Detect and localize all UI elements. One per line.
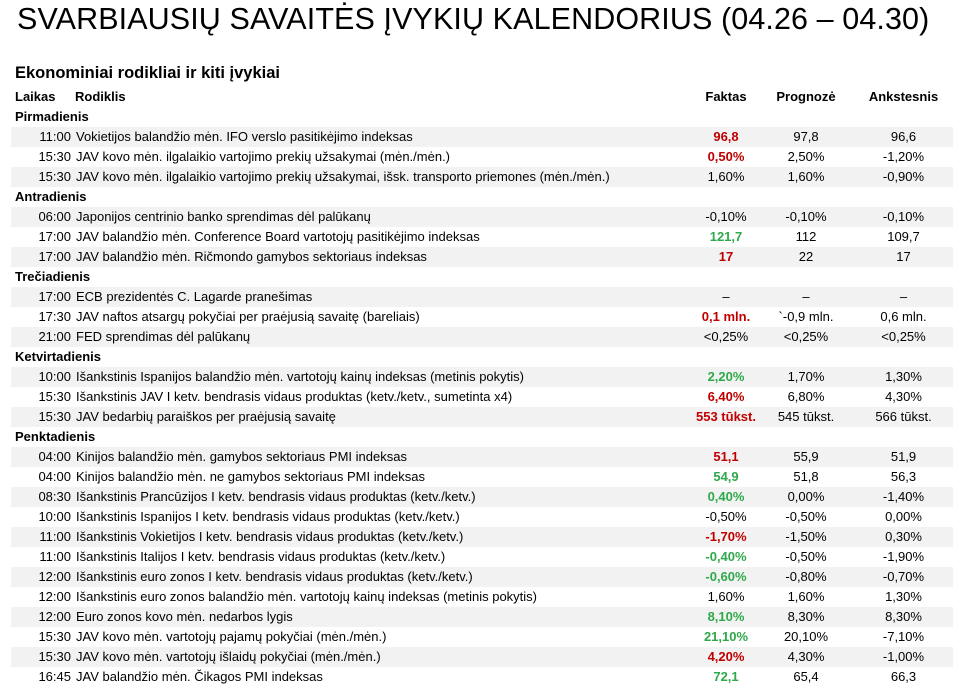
day-row: [11, 187, 953, 207]
event-forecast: 20,10%: [783, 629, 829, 644]
event-time: 15:30: [38, 389, 71, 404]
event-time: 08:30: [38, 489, 71, 504]
event-time: 17:30: [38, 309, 71, 324]
event-actual: -0,60%: [705, 569, 747, 584]
table-row: [11, 587, 953, 607]
event-indicator: Išankstinis JAV I ketv. bendrasis vidaus produktas (ketv./ketv., sumetinta x4): [76, 389, 513, 404]
event-actual: 72,1: [713, 669, 739, 684]
event-actual: <0,25%: [703, 329, 749, 344]
table-row: [11, 567, 953, 587]
event-time: 15:30: [38, 629, 71, 644]
event-actual: 4,20%: [707, 649, 745, 664]
event-indicator: JAV naftos atsargų pokyčiai per praėjusią savaitę (bareliais): [76, 309, 420, 324]
table-row: [11, 527, 953, 547]
event-forecast: 97,8: [793, 129, 819, 144]
event-indicator: Išankstinis Ispanijos balandžio mėn. vartotojų kainų indeksas (metinis pokytis): [76, 369, 524, 384]
event-forecast: -0,10%: [785, 209, 827, 224]
event-previous: 0,6 mln.: [880, 309, 927, 324]
header-time: Laikas: [15, 89, 56, 104]
table-row: [11, 627, 953, 647]
table-row: [11, 167, 953, 187]
event-previous: -7,10%: [882, 629, 925, 644]
table-row: [11, 547, 953, 567]
event-actual: 6,40%: [707, 389, 745, 404]
event-forecast: -1,50%: [785, 529, 827, 544]
day-row: [11, 347, 953, 367]
event-previous: 0,30%: [885, 529, 922, 544]
table-row: [11, 147, 953, 167]
event-forecast: 1,60%: [787, 169, 825, 184]
event-time: 21:00: [38, 329, 71, 344]
event-actual: –: [722, 289, 730, 304]
event-time: 11:00: [39, 549, 71, 564]
event-forecast: 2,50%: [787, 149, 825, 164]
event-indicator: JAV balandžio mėn. Ričmondo gamybos sektoriaus indeksas: [76, 249, 427, 264]
header-indicator: Rodiklis: [75, 89, 126, 104]
event-previous: -1,90%: [882, 549, 925, 564]
event-actual: 0,40%: [707, 489, 745, 504]
event-time: 17:00: [38, 289, 71, 304]
event-time: 12:00: [38, 589, 71, 604]
event-indicator: JAV kovo mėn. vartotojų pajamų pokyčiai (mėn./mėn.): [76, 629, 387, 644]
day-label: Antradienis: [15, 189, 87, 204]
table-row: [11, 607, 953, 627]
event-indicator: JAV balandžio mėn. Conference Board vartotojų pasitikėjimo indeksas: [76, 229, 480, 244]
event-indicator: Japonijos centrinio banko sprendimas dėl palūkanų: [76, 209, 371, 224]
event-actual: 21,10%: [703, 629, 749, 644]
event-actual: 96,8: [713, 129, 739, 144]
event-actual: 0,50%: [707, 149, 745, 164]
event-previous: 4,30%: [885, 389, 922, 404]
event-time: 12:00: [38, 569, 71, 584]
event-indicator: FED sprendimas dėl palūkanų: [76, 329, 251, 344]
event-indicator: Išankstinis Italijos I ketv. bendrasis vidaus produktas (ketv./ketv.): [76, 549, 446, 564]
event-forecast: -0,80%: [785, 569, 827, 584]
event-previous: 96,6: [890, 129, 917, 144]
event-indicator: Išankstinis Prancūzijos I ketv. bendrasis vidaus produktas (ketv./ketv.): [76, 489, 476, 504]
section-subtitle: Ekonominiai rodikliai ir kiti įvykiai: [15, 64, 281, 82]
event-previous: 51,9: [890, 449, 917, 464]
event-actual: 0,1 mln.: [701, 309, 751, 324]
table-row: [11, 367, 953, 387]
event-forecast: 8,30%: [787, 609, 825, 624]
day-row: [11, 107, 953, 127]
event-time: 15:30: [38, 149, 71, 164]
event-actual: 51,1: [713, 449, 739, 464]
table-row: [11, 327, 953, 347]
event-previous: <0,25%: [881, 329, 926, 344]
event-indicator: Kinijos balandžio mėn. ne gamybos sektoriaus PMI indeksas: [76, 469, 426, 484]
event-time: 17:00: [38, 229, 71, 244]
event-indicator: JAV balandžio mėn. Čikagos PMI indeksas: [76, 669, 323, 684]
event-forecast: 22: [798, 249, 814, 264]
table-row: [11, 647, 953, 667]
day-label: Ketvirtadienis: [15, 349, 101, 364]
event-previous: 17: [896, 249, 911, 264]
event-time: 04:00: [38, 469, 71, 484]
event-forecast: 6,80%: [787, 389, 825, 404]
event-indicator: Išankstinis Ispanijos I ketv. bendrasis vidaus produktas (ketv./ketv.): [76, 509, 460, 524]
event-actual: 121,7: [709, 229, 743, 244]
day-row: [11, 427, 953, 447]
event-forecast: 112: [795, 229, 817, 244]
event-indicator: JAV kovo mėn. vartotojų išlaidų pokyčiai (mėn./mėn.): [76, 649, 381, 664]
event-indicator: Išankstinis euro zonos balandžio mėn. vartotojų kainų indeksas (metinis pokytis): [76, 589, 538, 604]
event-previous: -1,20%: [882, 149, 925, 164]
event-previous: 1,30%: [885, 589, 922, 604]
table-row: [11, 207, 953, 227]
event-previous: 8,30%: [885, 609, 922, 624]
table-row: [11, 507, 953, 527]
economic-calendar-table: [11, 87, 953, 687]
event-actual: 54,9: [713, 469, 739, 484]
table-row: [11, 447, 953, 467]
event-time: 11:00: [39, 129, 71, 144]
event-time: 10:00: [38, 509, 71, 524]
page-title: SVARBIAUSIŲ SAVAITĖS ĮVYKIŲ KALENDORIUS (04.26 – 04.30): [17, 2, 930, 36]
event-forecast: <0,25%: [783, 329, 829, 344]
event-actual: 2,20%: [707, 369, 745, 384]
table-header-row: [11, 87, 953, 107]
event-time: 11:00: [39, 529, 71, 544]
event-indicator: Išankstinis euro zonos I ketv. bendrasis vidaus produktas (ketv./ketv.): [76, 569, 473, 584]
event-previous: 56,3: [890, 469, 917, 484]
event-actual: 1,60%: [707, 169, 745, 184]
event-previous: -1,00%: [882, 649, 925, 664]
event-indicator: JAV bedarbių paraiškos per praėjusią savaitę: [76, 409, 336, 424]
table-row: [11, 247, 953, 267]
event-previous: 566 tūkst.: [875, 409, 932, 424]
day-label: Trečiadienis: [15, 269, 91, 284]
event-previous: -0,70%: [882, 569, 925, 584]
table-row: [11, 127, 953, 147]
event-previous: 0,00%: [885, 509, 922, 524]
event-indicator: Išankstinis Vokietijos I ketv. bendrasis vidaus produktas (ketv./ketv.): [76, 529, 464, 544]
event-previous: –: [899, 289, 908, 304]
event-previous: 109,7: [887, 229, 920, 244]
event-previous: -1,40%: [882, 489, 925, 504]
event-forecast: `-0,9 mln.: [778, 309, 834, 324]
event-forecast: 1,60%: [787, 589, 825, 604]
event-time: 15:30: [38, 409, 71, 424]
event-forecast: –: [802, 289, 810, 304]
event-forecast: -0,50%: [785, 509, 827, 524]
table-row: [11, 307, 953, 327]
table-row: [11, 387, 953, 407]
event-indicator: Vokietijos balandžio mėn. IFO verslo pasitikėjimo indeksas: [76, 129, 413, 144]
event-indicator: JAV kovo mėn. ilgalaikio vartojimo prekių užsakymai, išsk. transporto priemones (mėn./mėn.): [76, 169, 610, 184]
table-row: [11, 227, 953, 247]
event-time: 12:00: [38, 609, 71, 624]
event-forecast: 545 tūkst.: [777, 409, 835, 424]
event-indicator: ECB prezidentės C. Lagarde pranešimas: [76, 289, 313, 304]
header-previous: Ankstesnis: [868, 89, 939, 104]
event-actual: -1,70%: [705, 529, 747, 544]
event-time: 15:30: [38, 649, 71, 664]
event-time: 17:00: [38, 249, 71, 264]
table-row: [11, 667, 953, 687]
event-previous: 66,3: [890, 669, 917, 684]
event-indicator: Euro zonos kovo mėn. nedarbos lygis: [76, 609, 293, 624]
table-row: [11, 287, 953, 307]
event-actual: 17: [718, 249, 734, 264]
day-label: Pirmadienis: [15, 109, 89, 124]
event-previous: -0,90%: [882, 169, 925, 184]
event-actual: -0,10%: [705, 209, 747, 224]
event-actual: 8,10%: [707, 609, 745, 624]
event-forecast: 55,9: [793, 449, 819, 464]
event-forecast: 0,00%: [787, 489, 825, 504]
event-indicator: JAV kovo mėn. ilgalaikio vartojimo prekių užsakymai (mėn./mėn.): [76, 149, 451, 164]
day-row: [11, 267, 953, 287]
event-forecast: 1,70%: [787, 369, 825, 384]
header-forecast: Prognozė: [776, 89, 836, 104]
event-forecast: 4,30%: [787, 649, 825, 664]
event-forecast: 51,8: [793, 469, 819, 484]
header-actual: Faktas: [705, 89, 747, 104]
event-actual: -0,40%: [705, 549, 747, 564]
event-actual: 1,60%: [707, 589, 745, 604]
table-row: [11, 467, 953, 487]
event-time: 10:00: [38, 369, 71, 384]
event-time: 16:45: [38, 669, 71, 684]
event-time: 06:00: [38, 209, 71, 224]
event-indicator: Kinijos balandžio mėn. gamybos sektoriaus PMI indeksas: [76, 449, 407, 464]
event-forecast: -0,50%: [785, 549, 827, 564]
table-row: [11, 487, 953, 507]
event-previous: -0,10%: [882, 209, 925, 224]
event-time: 15:30: [38, 169, 71, 184]
event-actual: 553 tūkst.: [696, 409, 756, 424]
table-row: [11, 407, 953, 427]
event-actual: -0,50%: [705, 509, 747, 524]
event-previous: 1,30%: [885, 369, 922, 384]
event-forecast: 65,4: [793, 669, 819, 684]
event-time: 04:00: [38, 449, 71, 464]
day-label: Penktadienis: [15, 429, 96, 444]
